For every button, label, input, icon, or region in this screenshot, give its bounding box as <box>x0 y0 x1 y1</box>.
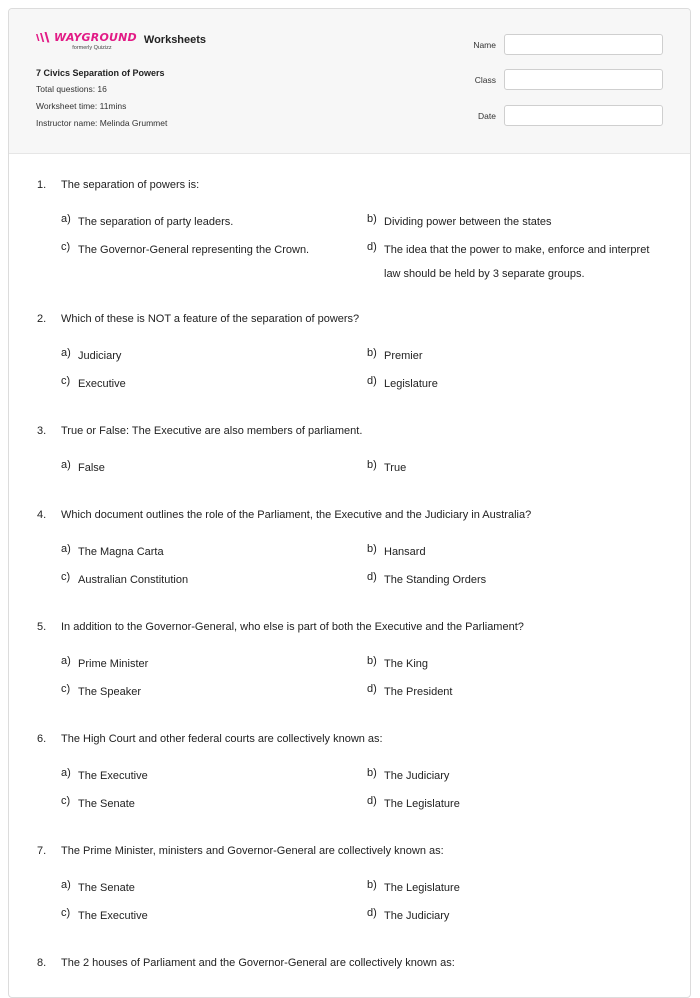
option-a[interactable]: a) Prime Minister <box>61 655 149 670</box>
total-questions: Total questions: 16 <box>36 84 107 94</box>
logo-text: WAYGROUND <box>54 31 137 44</box>
logo-subtext: formerly Quizizz <box>72 45 112 51</box>
brand-row <box>35 31 206 51</box>
app-label: Worksheets <box>143 34 207 46</box>
class-input[interactable] <box>504 69 663 90</box>
question-text: 4. Which document outlines the role of the Parliament, the Executive and the Judiciary in Australia? <box>37 509 532 521</box>
question-text: 1. The separation of powers is: <box>37 179 200 191</box>
date-field-row <box>436 105 663 126</box>
question-text: 5. In addition to the Governor-General, who else is part of both the Executive and the Parliament? <box>37 621 524 633</box>
question-text: 7. The Prime Minister, ministers and Governor-General are collectively known as: <box>37 845 444 857</box>
option-a[interactable]: a) The Senate <box>61 879 135 894</box>
question-text: 8. The 2 houses of Parliament and the Governor-General are collectively known as: <box>37 957 455 969</box>
date-label: Date <box>478 110 496 121</box>
instructor-name: Instructor name: Melinda Grummet <box>36 118 168 128</box>
option-c[interactable]: c) The Governor-General representing the Crown. <box>61 241 310 256</box>
option-b[interactable]: b) The Judiciary <box>367 767 450 782</box>
name-field-row <box>436 34 663 55</box>
option-d[interactable]: d) The Judiciary <box>367 907 450 922</box>
question-text: 6. The High Court and other federal courts are collectively known as: <box>37 733 383 745</box>
option-a[interactable]: a) The Executive <box>61 767 148 782</box>
option-c[interactable]: c) The Senate <box>61 795 135 810</box>
option-b[interactable]: b) The King <box>367 655 429 670</box>
option-a[interactable]: a) False <box>61 459 105 474</box>
question-text: 2. Which of these is NOT a feature of the separation of powers? <box>37 313 360 325</box>
option-c[interactable]: c) Executive <box>61 375 126 390</box>
option-c[interactable]: c) Australian Constitution <box>61 571 189 586</box>
option-a[interactable]: a) The Magna Carta <box>61 543 164 558</box>
logo-mark-icon <box>35 32 51 43</box>
option-d[interactable]: d) Legislature <box>367 375 438 390</box>
option-d[interactable]: d) The President <box>367 683 453 698</box>
option-b[interactable]: b) Premier <box>367 347 423 362</box>
name-label: Name <box>473 39 496 50</box>
option-d[interactable]: d) The Legislature <box>367 795 460 810</box>
worksheet-meta <box>36 68 167 135</box>
wayground-logo <box>35 31 137 51</box>
option-c[interactable]: c) The Speaker <box>61 683 141 698</box>
worksheet-header <box>9 9 690 154</box>
question-text: 3. True or False: The Executive are also members of parliament. <box>37 425 363 437</box>
option-a[interactable]: a) The separation of party leaders. <box>61 213 234 228</box>
name-input[interactable] <box>504 34 663 55</box>
option-d[interactable]: d) The idea that the power to make, enforce and interpret law should be held by 3 separate groups. <box>367 241 650 280</box>
option-c[interactable]: c) The Executive <box>61 907 148 922</box>
option-b[interactable]: b) Dividing power between the states <box>367 213 552 228</box>
option-a[interactable]: a) Judiciary <box>61 347 122 362</box>
worksheet-time: Worksheet time: 11mins <box>36 101 127 111</box>
worksheet-title: 7 Civics Separation of Powers <box>36 68 165 78</box>
worksheet-page <box>8 8 691 998</box>
class-field-row <box>436 69 663 90</box>
class-label: Class <box>474 74 496 85</box>
option-d[interactable]: d) The Standing Orders <box>367 571 487 586</box>
date-input[interactable] <box>504 105 663 126</box>
option-b[interactable]: b) The Legislature <box>367 879 460 894</box>
option-b[interactable]: b) True <box>367 459 407 474</box>
option-b[interactable]: b) Hansard <box>367 543 426 558</box>
